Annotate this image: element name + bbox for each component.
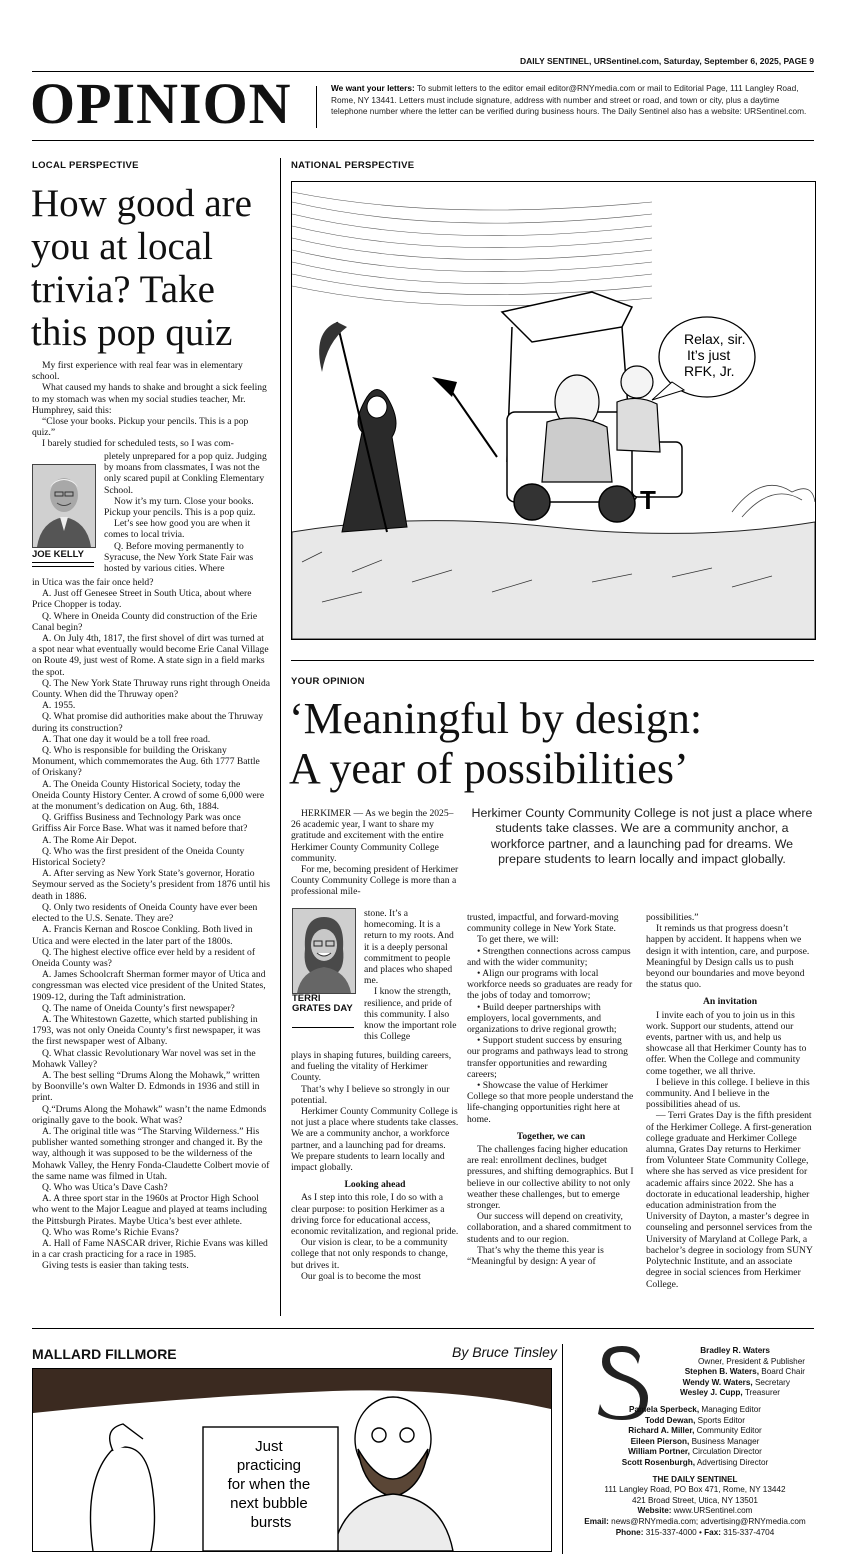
staff-role: Board Chair [761, 1367, 805, 1377]
paragraph: Q.“Drums Along the Mohawk” wasn’t the name Edmonds originally gave to the book. What was? [32, 1103, 267, 1126]
staff-role: Sports Editor [697, 1415, 745, 1425]
article-col1-top [291, 808, 459, 898]
email-label: Email: [584, 1516, 609, 1526]
header-bottom-rule [32, 140, 814, 141]
paragraph: trusted, impactful, and forward-moving community college in New York State. [467, 912, 619, 935]
paragraph: • Showcase the value of Herkimer College so that more people understand the life-changing opportunities right here at home. [467, 1080, 634, 1125]
author-photo-terri-grates-day [292, 908, 356, 994]
column-divider [280, 158, 281, 1316]
paragraph: Q. Only two residents of Oneida County have ever been elected to the U.S. Senate. They are? [32, 901, 258, 925]
paragraph: Q. Who was Rome’s Richie Evans? [42, 1226, 179, 1238]
paragraph: To get there, we will: [477, 934, 559, 946]
sign-line: practicing [236, 1457, 302, 1474]
website-link[interactable]: www.URSentinel.com [673, 1506, 753, 1516]
article-col1-bottom [291, 1050, 459, 1282]
paragraph: — Terri Grates Day is the fifth president of the Herkimer College. A first-generation college graduate and Herkimer College alumna, Grates Day returns to Herkimer from Volunteer State Community College, where she has served as vice president for academic affairs since 2022. She has a doctorate in educational leadership, higher education administration from the University of Dayton, a master’s degree in counseling and personnel services from the University of Maryland at College Park, a bachelor’s degree in sociology from SUNY Polytechnic Institute, and an associate degree in social sciences from Herkimer College. [646, 1110, 813, 1290]
subhead: An invitation [702, 996, 758, 1008]
staff-name: Stephen B. Waters, [684, 1367, 760, 1377]
paragraph: Our goal is to become the most [301, 1270, 421, 1282]
headline-line: ‘Meaningful by design: [289, 694, 703, 743]
comic-title: MALLARD FILLMORE [32, 1346, 177, 1362]
comic-strip [32, 1368, 552, 1552]
masthead: Bradley R. Waters Owner, President & Publisher Stephen B. Waters, Board Chair Wendy W. Waters, Secretary Wesley J. Cupp, Treasurer Pamela Sperbeck, Managing Editor Todd Dewan, Sports Editor Richard A. Miller, Community Editor Eileen Pierson, Business Manager William Portner, Circulation Director Scott Rosenburgh, Advertising Director THE DAILY SENTINEL 111 Langley Road, PO Box 471, Rome, NY 13442 421 Broad Street, Utica, NY 13501 Website: www.URSentinel.com Email: news@RNYmedia.com; advertising@RNYmedia.com Phone: 315-337-4000 • Fax: 315-337-4704 [575, 1346, 815, 1538]
paper-name: THE DAILY SENTINEL [652, 1474, 738, 1484]
author-rule [292, 1027, 354, 1028]
paragraph: plays in shaping futures, building careers, and fueling the vitality of Herkimer County. [291, 1050, 452, 1084]
owner-name: Bradley R. Waters [700, 1346, 770, 1355]
paragraph: • Align our programs with local workforce needs so graduates are ready for the jobs of today and tomorrow; [467, 968, 633, 1002]
staff-name: Richard A. Miller, [628, 1426, 695, 1436]
kelly-side-text [104, 451, 270, 574]
website-label: Website: [637, 1506, 672, 1516]
kelly-quiz-text [32, 577, 270, 1272]
paragraph: pletely unprepared for a pop quiz. Judging by moans from classmates, I was not the only scared pupil at Conkling Elementary School. [104, 451, 267, 496]
paragraph: As I step into this role, I do so with a clear purpose: to position Herkimer as a driving force for educational access, economic revitalization, and regional pride. [291, 1192, 459, 1238]
paragraph: Q. Who is responsible for building the Oriskany Monument, which commemorates the Aug. 6th 1777 Battle of Oriskany? [32, 745, 260, 779]
paragraph: A. The original title was “The Starving Wilderness.” His publisher wanted something stronger and changed it. By the way, although it was supposed to be the wilderness of the Mohawk Valley, the Henry Fonda-Claudette Colbert movie of the same name was filmed in Utah. [32, 1125, 270, 1182]
paragraph: A. The Oneida County Historical Society, today the Oneida County History Center. A crowd of some 6,000 were at the monument’s dedication on Aug. 6th, 1884. [32, 778, 265, 813]
phone-number: 315-337-4000 [645, 1527, 697, 1537]
paragraph: That’s why I believe so strongly in our potential. [291, 1083, 450, 1106]
staff-name: Eileen Pierson, [630, 1436, 690, 1446]
kelly-intro [32, 360, 270, 450]
paragraph: A. Francis Kernan and Roscoe Conkling. Both lived in Utica and were elected in the later part of the 1800s. [32, 924, 253, 947]
staff-role: Advertising Director [696, 1457, 769, 1467]
owner-role: Owner, President & Publisher [698, 1356, 805, 1366]
letters-note [331, 83, 811, 118]
paragraph: Our vision is clear, to be a community college that not only responds to change, but drives it. [291, 1237, 448, 1271]
email-link[interactable]: news@RNYmedia.com; advertising@RNYmedia.com [611, 1516, 806, 1526]
your-opinion-headline [289, 694, 814, 794]
paragraph: A. After serving as New York State’s governor, Horatio Seymour served as the Society’s president from 1876 until his death in 1886. [32, 868, 270, 902]
paragraph: A. A three sport star in the 1960s at Proctor High School who went to the Major League and played at teams including the Pittsburgh Pirates. Maybe Utica’s best ever athlete. [32, 1193, 267, 1227]
paragraph: HERKIMER — As we begin the 2025–26 academic year, I want to share my gratitude and excitement with the entire Herkimer County Community College community. [291, 808, 454, 864]
paragraph: • Support student success by ensuring our programs and pathways lead to strong transfer opportunities and rewarding careers; [467, 1035, 628, 1080]
paragraph: possibilities.” [646, 912, 699, 923]
paragraph: Q. The name of Oneida County’s first newspaper? [42, 1002, 235, 1014]
paragraph: Q. Where in Oneida County did construction of the Erie Canal begin? [32, 610, 258, 633]
author-name: JOE KELLY [32, 549, 94, 563]
paragraph: A. Just off Genesee Street in South Utica, about where Price Chopper is today. [32, 588, 252, 611]
paragraph: A. On July 4th, 1817, the first shovel of dirt was turned at a spot near what eventually would become Erie Canal Village on Route 49, just west of Rome. A state sign in a field marks the spot. [32, 633, 269, 678]
paragraph: Let’s see how good you are when it comes to local trivia. [104, 518, 251, 541]
paragraph: What caused my hands to shake and brought a sick feeling to my stomach was when my social studies teacher, Mr. Humphrey, said this: [32, 382, 267, 416]
paragraph: Q. Before moving permanently to Syracuse, the New York State Fair was hosted by various cities. Where [104, 540, 254, 575]
bottom-rule [32, 1328, 814, 1329]
paragraph: stone. It’s a homecoming. It is a return to my roots. And it is a deeply personal commitment to people and places who shaped me. [364, 908, 454, 987]
staff-name: William Portner, [628, 1447, 690, 1457]
article-col2 [467, 912, 635, 1267]
author-rule [32, 566, 94, 567]
paragraph: Q. The highest elective office ever held by a resident of Oneida County was? [32, 946, 256, 969]
balloon-line: RFK, Jr. [684, 363, 735, 379]
paragraph: I barely studied for scheduled tests, so I was com- [42, 438, 234, 450]
staff-name: Pamela Sperbeck, [629, 1404, 700, 1414]
paragraph: Giving tests is easier than taking tests. [42, 1260, 189, 1272]
fax-label: Fax: [704, 1527, 721, 1537]
staff-role: Managing Editor [701, 1404, 761, 1414]
paragraph: Q. Who was Utica’s Dave Cash? [42, 1181, 168, 1193]
comic-byline: By Bruce Tinsley [452, 1344, 557, 1360]
pull-quote: Herkimer County Community College is not just a place where students take classes. We are a community anchor, a workforce partner, and a launching pad for dreams. We prepare students to learn locally and impact globally. [471, 806, 813, 866]
paragraph: Q. What promise did authorities make about the Thruway during its construction? [32, 711, 264, 734]
headline-line: A year of possibilities’ [289, 744, 689, 793]
paragraph: • Strengthen connections across campus and with the wider community; [467, 945, 631, 968]
staff-name: Scott Rosenburgh, [621, 1457, 695, 1467]
section-rule [291, 660, 814, 661]
your-opinion-kicker: YOUR OPINION [291, 676, 365, 687]
masthead-divider [562, 1344, 563, 1554]
address-line: 111 Langley Road, PO Box 471, Rome, NY 13442 [604, 1485, 786, 1495]
staff-role: Secretary [754, 1377, 790, 1387]
section-title: OPINION [30, 71, 292, 136]
page-header-line: DAILY SENTINEL, URSentinel.com, Saturday, September 6, 2025, PAGE 9 [520, 56, 814, 66]
paragraph: For me, becoming president of Herkimer County Community College is more than a professional mile- [291, 864, 459, 898]
paragraph: Q. Griffiss Business and Technology Park was once Griffiss Air Force Base. What was it named before that? [32, 812, 248, 835]
staff-role: Treasurer [744, 1388, 780, 1398]
paragraph: I know the strength, resilience, and pride of this community. I also know the important role this College [364, 986, 457, 1043]
balloon-line: Relax, sir. [684, 331, 746, 347]
staff-name: Todd Dewan, [645, 1415, 696, 1425]
staff-role: Community Editor [696, 1426, 762, 1436]
author-photo-joe-kelly [32, 464, 96, 548]
paragraph: It reminds us that progress doesn’t happen by accident. It happens when we design it with intention, care, and purpose. Meaningful by Design calls us to push beyond our boundaries and move beyond the status quo. [646, 923, 810, 991]
article-col3 [646, 912, 814, 1290]
paragraph: A. The best selling “Drums Along the Mohawk,” written by Boonville’s own Walter D. Edmonds in 1936 and still in print. [32, 1069, 260, 1104]
address-line: 421 Broad Street, Utica, NY 13501 [632, 1495, 758, 1505]
sign-line: Just [255, 1438, 283, 1455]
phone-label: Phone: [615, 1527, 644, 1537]
paragraph: My first experience with real fear was in elementary school. [32, 360, 243, 383]
fax-number: 315-337-4704 [723, 1527, 775, 1537]
paragraph: A. That one day it would be a toll free road. [42, 733, 211, 745]
cart-letter: T [640, 485, 656, 515]
title-divider [316, 86, 317, 128]
staff-role: Business Manager [691, 1436, 760, 1446]
balloon-line: It’s just [687, 347, 731, 363]
subhead: Together, we can [516, 1130, 586, 1142]
sign-line: next bubble [230, 1495, 308, 1512]
paragraph: Our success will depend on creativity, collaboration, and a shared commitment to students and to our region. [467, 1211, 632, 1245]
sign-line: for when the [227, 1476, 311, 1493]
sign-line: bursts [250, 1514, 292, 1531]
paragraph: A. 1955. [42, 700, 76, 712]
letters-text: To submit letters to the editor email editor@RNYmedia.com or mail to Editorial Page, 111 Langley Road, Rome, NY 13441. Letters must include signature, address with number and street or road, and town or city, plus a daytime telephone number where the letter can be verified during business hours. The Daily Sentinel also has a website: URSentinel.com. [331, 83, 807, 116]
article-col1-side [364, 908, 460, 1042]
paragraph: I invite each of you to join us in this work. Support our students, attend our events, partner with us, and help us showcase all that Herkimer County has to offer. When the College and community come together, we all thrive. [646, 1009, 807, 1077]
staff-role: Circulation Director [692, 1447, 762, 1457]
paragraph: A. Hall of Fame NASCAR driver, Richie Evans was killed in a car crash practicing for a race in 1985. [32, 1237, 268, 1261]
paragraph: Herkimer County Community College is not just a place where students take classes. We are a community anchor, a workforce partner, and a launching pad for dreams. We prepare students to learn locally and impact globally. [291, 1106, 459, 1174]
subhead: Looking ahead [344, 1179, 406, 1191]
paragraph: That’s why the theme this year is “Meaningful by design: A year of [467, 1244, 604, 1268]
paragraph: The challenges facing higher education are real: enrollment declines, budget pressures, and shifting demographics. But I believe in our collective ability to not only weather these challenges, but to emerge stronger. [467, 1144, 634, 1212]
staff-name: Wesley J. Cupp, [680, 1388, 743, 1398]
paragraph: I believe in this college. I believe in this community. And I believe in the possibilities ahead of us. [646, 1076, 810, 1111]
paragraph: Q. Who was the first president of the Oneida County Historical Society? [32, 845, 245, 869]
paragraph: • Build deeper partnerships with employers, local governments, and organizations to drive regional growth; [467, 1001, 617, 1036]
staff-name: Wendy W. Waters, [682, 1377, 753, 1387]
paragraph: A. The Whitestown Gazette, which started publishing in 1793, was not only Oneida County’s first newspaper, it was the first newspaper west of Albany. [32, 1013, 261, 1048]
national-kicker: NATIONAL PERSPECTIVE [291, 160, 415, 171]
author-name: TERRI GRATES DAY [292, 993, 353, 1014]
paragraph: Q. The New York State Thruway runs right through Oneida County. When did the Thruway open? [32, 677, 271, 701]
local-headline: How good are you at local trivia? Take this pop quiz [31, 182, 252, 354]
paragraph: A. The Rome Air Depot. [42, 834, 137, 846]
paragraph: A. James Schoolcraft Sherman former mayor of Utica and congressman was elected vice president of the United States, 1909-12, during the Taft administration. [32, 969, 266, 1003]
letters-label: We want your letters: [331, 83, 415, 93]
editorial-cartoon [291, 181, 816, 640]
paragraph: Now it’s my turn. Close your books. Pickup your pencils. This is a pop quiz. [104, 495, 256, 519]
paragraph: in Utica was the fair once held? [32, 577, 154, 588]
paragraph: “Close your books. Pickup your pencils. This is a pop quiz.” [32, 416, 249, 439]
paragraph: Q. What classic Revolutionary War novel was set in the Mohawk Valley? [32, 1047, 256, 1070]
local-kicker: LOCAL PERSPECTIVE [32, 160, 139, 171]
